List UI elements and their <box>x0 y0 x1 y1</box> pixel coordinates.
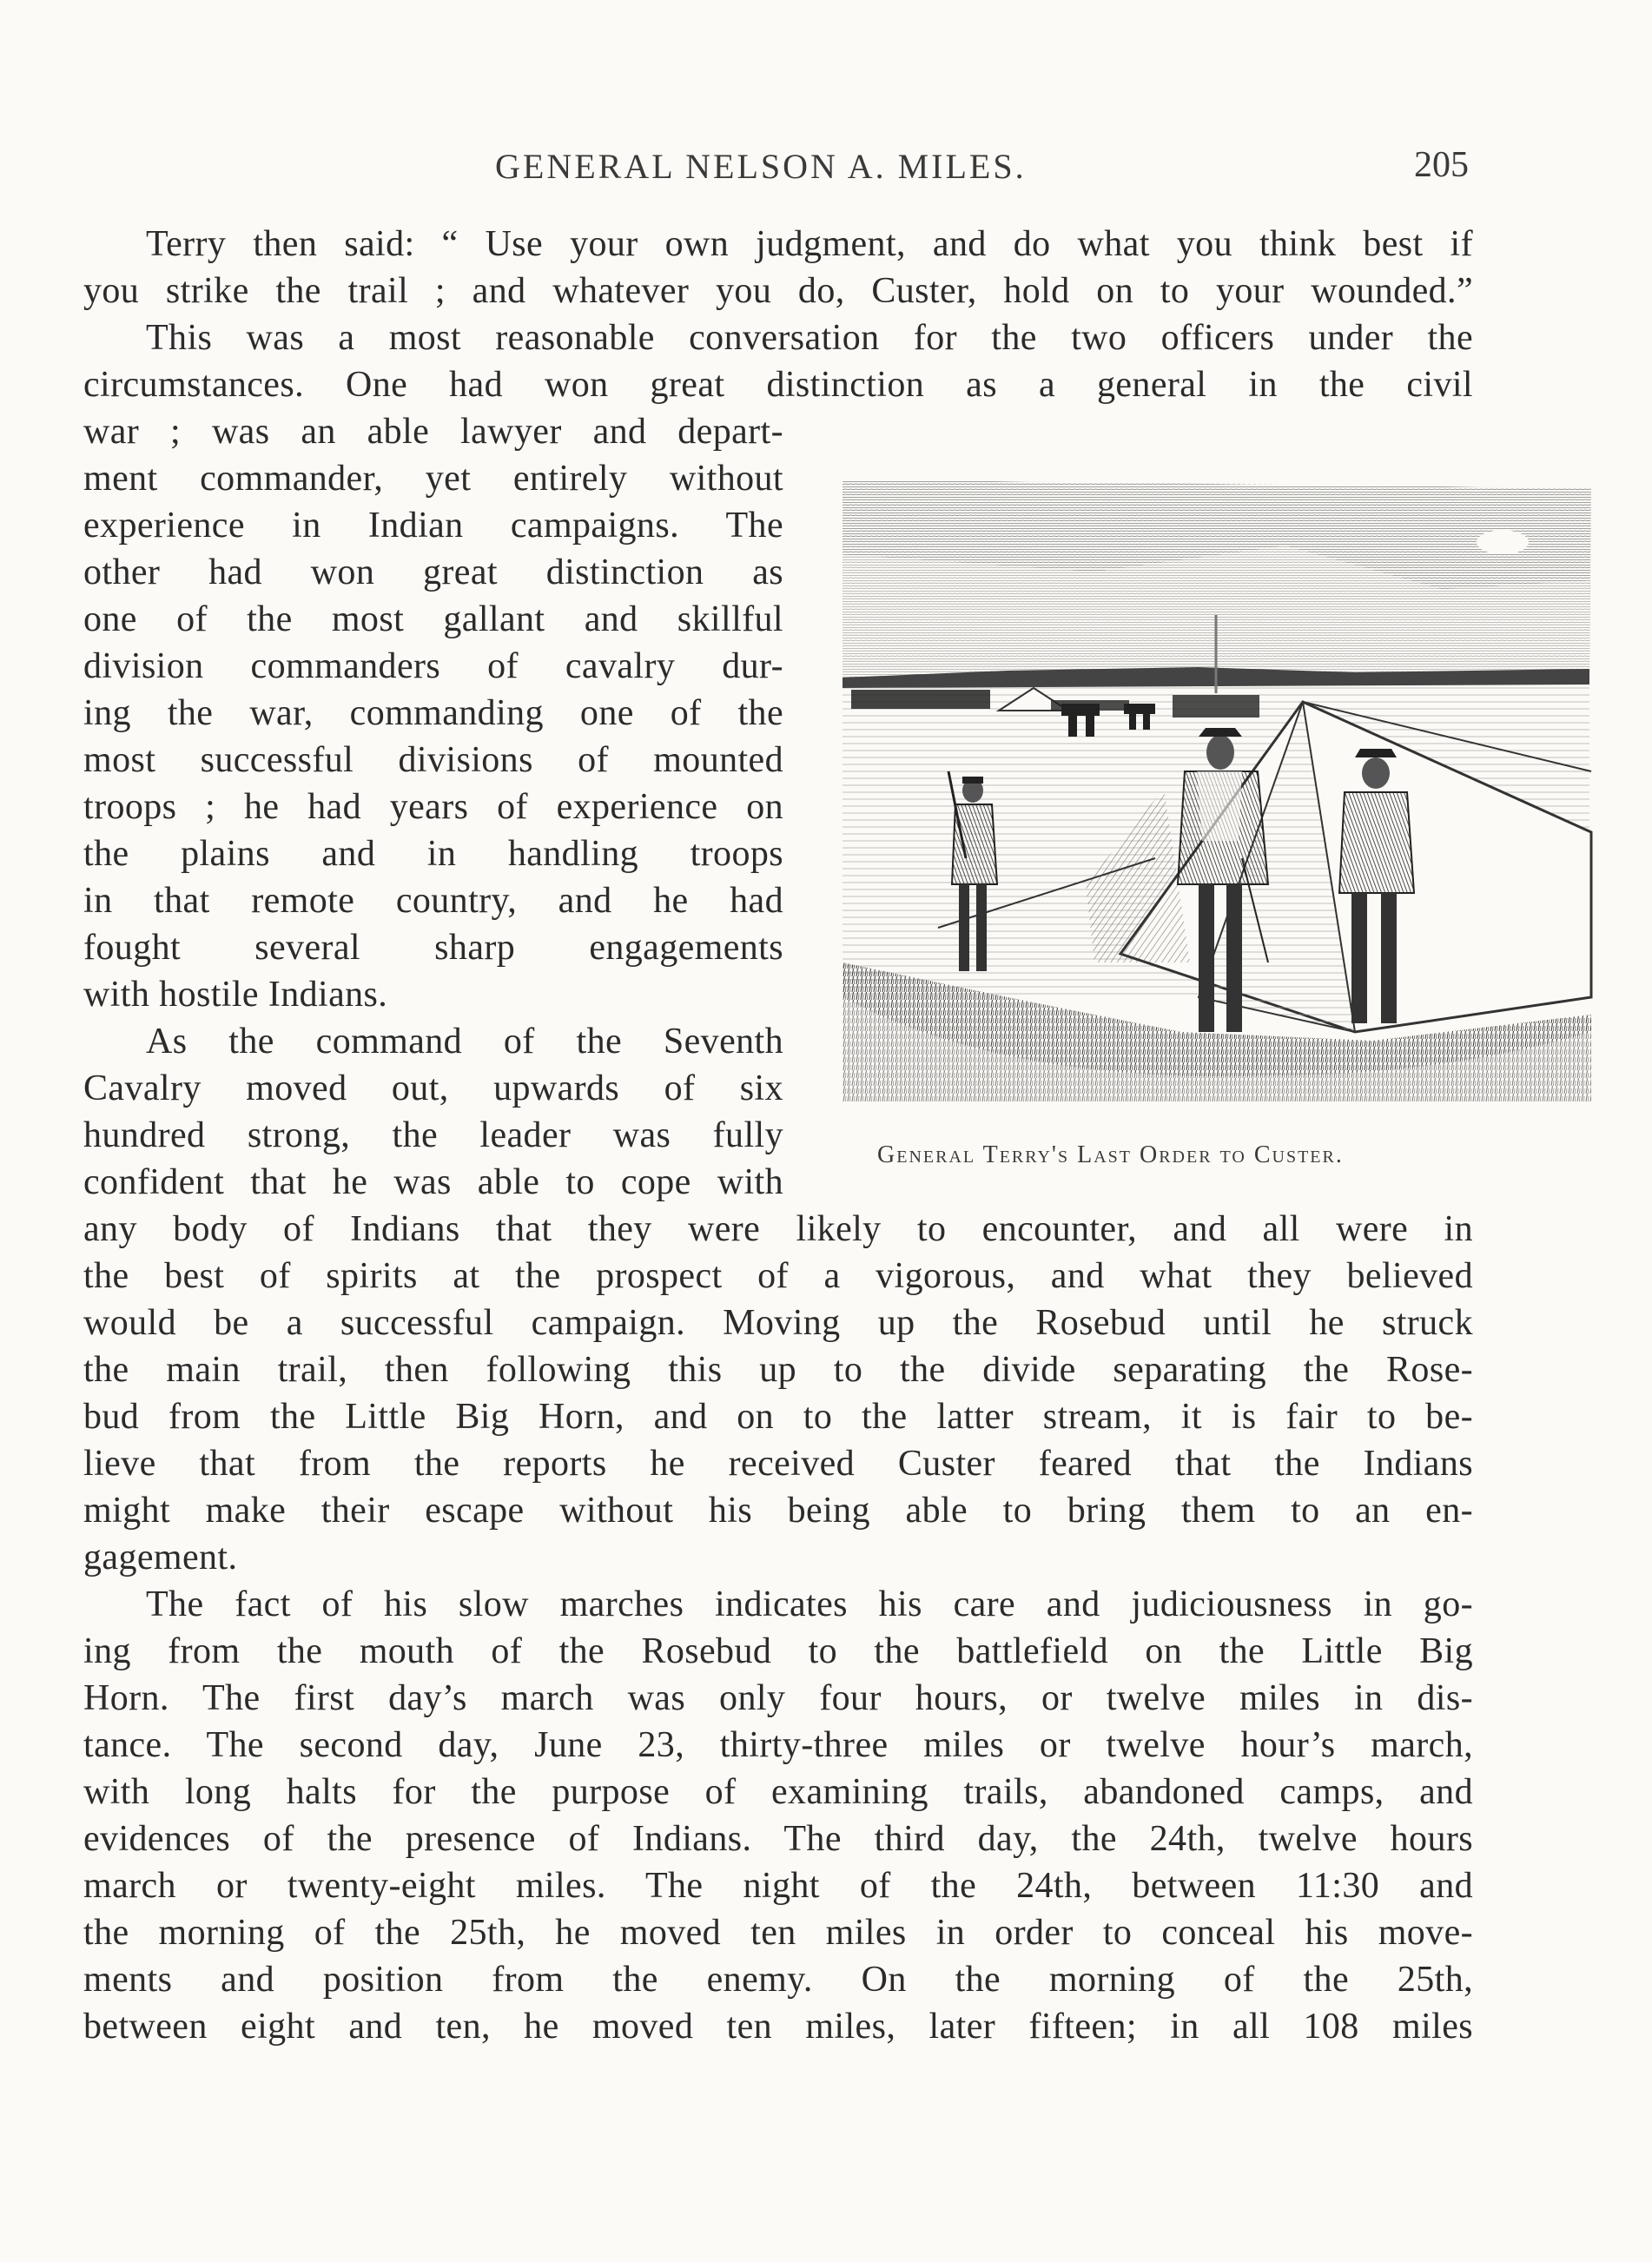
text-line: you strike the trail ; and whatever you do, Custer, hold on to your wounded.” <box>83 271 1473 311</box>
text-line: hundred strong, the leader was fully <box>83 1115 783 1155</box>
text-line: between eight and ten, he moved ten miles, later fifteen; in all 108 miles <box>83 2007 1473 2047</box>
text-line: march or twenty-eight miles. The night of the 24th, between 11:30 and <box>83 1866 1473 1906</box>
text-line: other had won great distinction as <box>83 552 783 592</box>
text-line: circumstances. One had won great distinction as a general in the civil <box>83 365 1473 405</box>
text-line: troops ; he had years of experience on <box>83 787 783 827</box>
text-line: ing the war, commanding one of the <box>83 693 783 733</box>
text-line: Cavalry moved out, upwards of six <box>83 1068 783 1108</box>
text-line: tance. The second day, June 23, thirty-three miles or twelve hour’s march, <box>83 1725 1473 1765</box>
text-line: any body of Indians that they were likely to encounter, and all were in <box>83 1209 1473 1249</box>
text-line: bud from the Little Big Horn, and on to the latter stream, it is fair to be- <box>83 1397 1473 1437</box>
engraving-camp-scene <box>834 476 1600 1122</box>
text-line: with hostile Indians. <box>83 975 388 1015</box>
text-line: The fact of his slow marches indicates his care and judiciousness in go- <box>146 1584 1473 1624</box>
text-line: might make their escape without his being able to bring them to an en- <box>83 1491 1473 1531</box>
text-line: war ; was an able lawyer and depart- <box>83 412 783 452</box>
text-line: This was a most reasonable conversation for the two officers under the <box>146 318 1473 358</box>
text-line: Horn. The first day’s march was only four hours, or twelve miles in dis- <box>83 1678 1473 1718</box>
text-line: division commanders of cavalry dur- <box>83 646 783 686</box>
text-line: one of the most gallant and skillful <box>83 599 783 639</box>
text-line: Terry then said: “ Use your own judgment, and do what you think best if <box>146 224 1473 264</box>
text-line: would be a successful campaign. Moving up the Rosebud until he struck <box>83 1303 1473 1343</box>
figure-caption: General Terry's Last Order to Custer. <box>877 1141 1344 1168</box>
text-line: ments and position from the enemy. On the morning of the 25th, <box>83 1960 1473 2000</box>
engraving-illustration <box>834 476 1600 1122</box>
text-line: gagement. <box>83 1538 238 1577</box>
page-number: 205 <box>1414 145 1469 185</box>
text-line: in that remote country, and he had <box>83 881 783 921</box>
text-line: the best of spirits at the prospect of a vigorous, and what they believed <box>83 1256 1473 1296</box>
text-line: with long halts for the purpose of examining trails, abandoned camps, and <box>83 1772 1473 1812</box>
text-line: confident that he was able to cope with <box>83 1162 783 1202</box>
text-line: ing from the mouth of the Rosebud to the battlefield on the Little Big <box>83 1631 1473 1671</box>
text-line: the main trail, then following this up to the divide separating the Rose- <box>83 1350 1473 1390</box>
running-head: GENERAL NELSON A. MILES. <box>495 147 1027 186</box>
text-line: the morning of the 25th, he moved ten miles in order to conceal his move- <box>83 1913 1473 1953</box>
text-line: experience in Indian campaigns. The <box>83 506 783 546</box>
page-header <box>0 139 1652 191</box>
text-line: As the command of the Seventh <box>146 1022 783 1062</box>
text-line: ment commander, yet entirely without <box>83 459 783 499</box>
text-line: most successful divisions of mounted <box>83 740 783 780</box>
text-line: lieve that from the reports he received Custer feared that the Indians <box>83 1444 1473 1484</box>
text-line: fought several sharp engagements <box>83 928 783 968</box>
text-line: evidences of the presence of Indians. The third day, the 24th, twelve hours <box>83 1819 1473 1859</box>
text-line: the plains and in handling troops <box>83 834 783 874</box>
